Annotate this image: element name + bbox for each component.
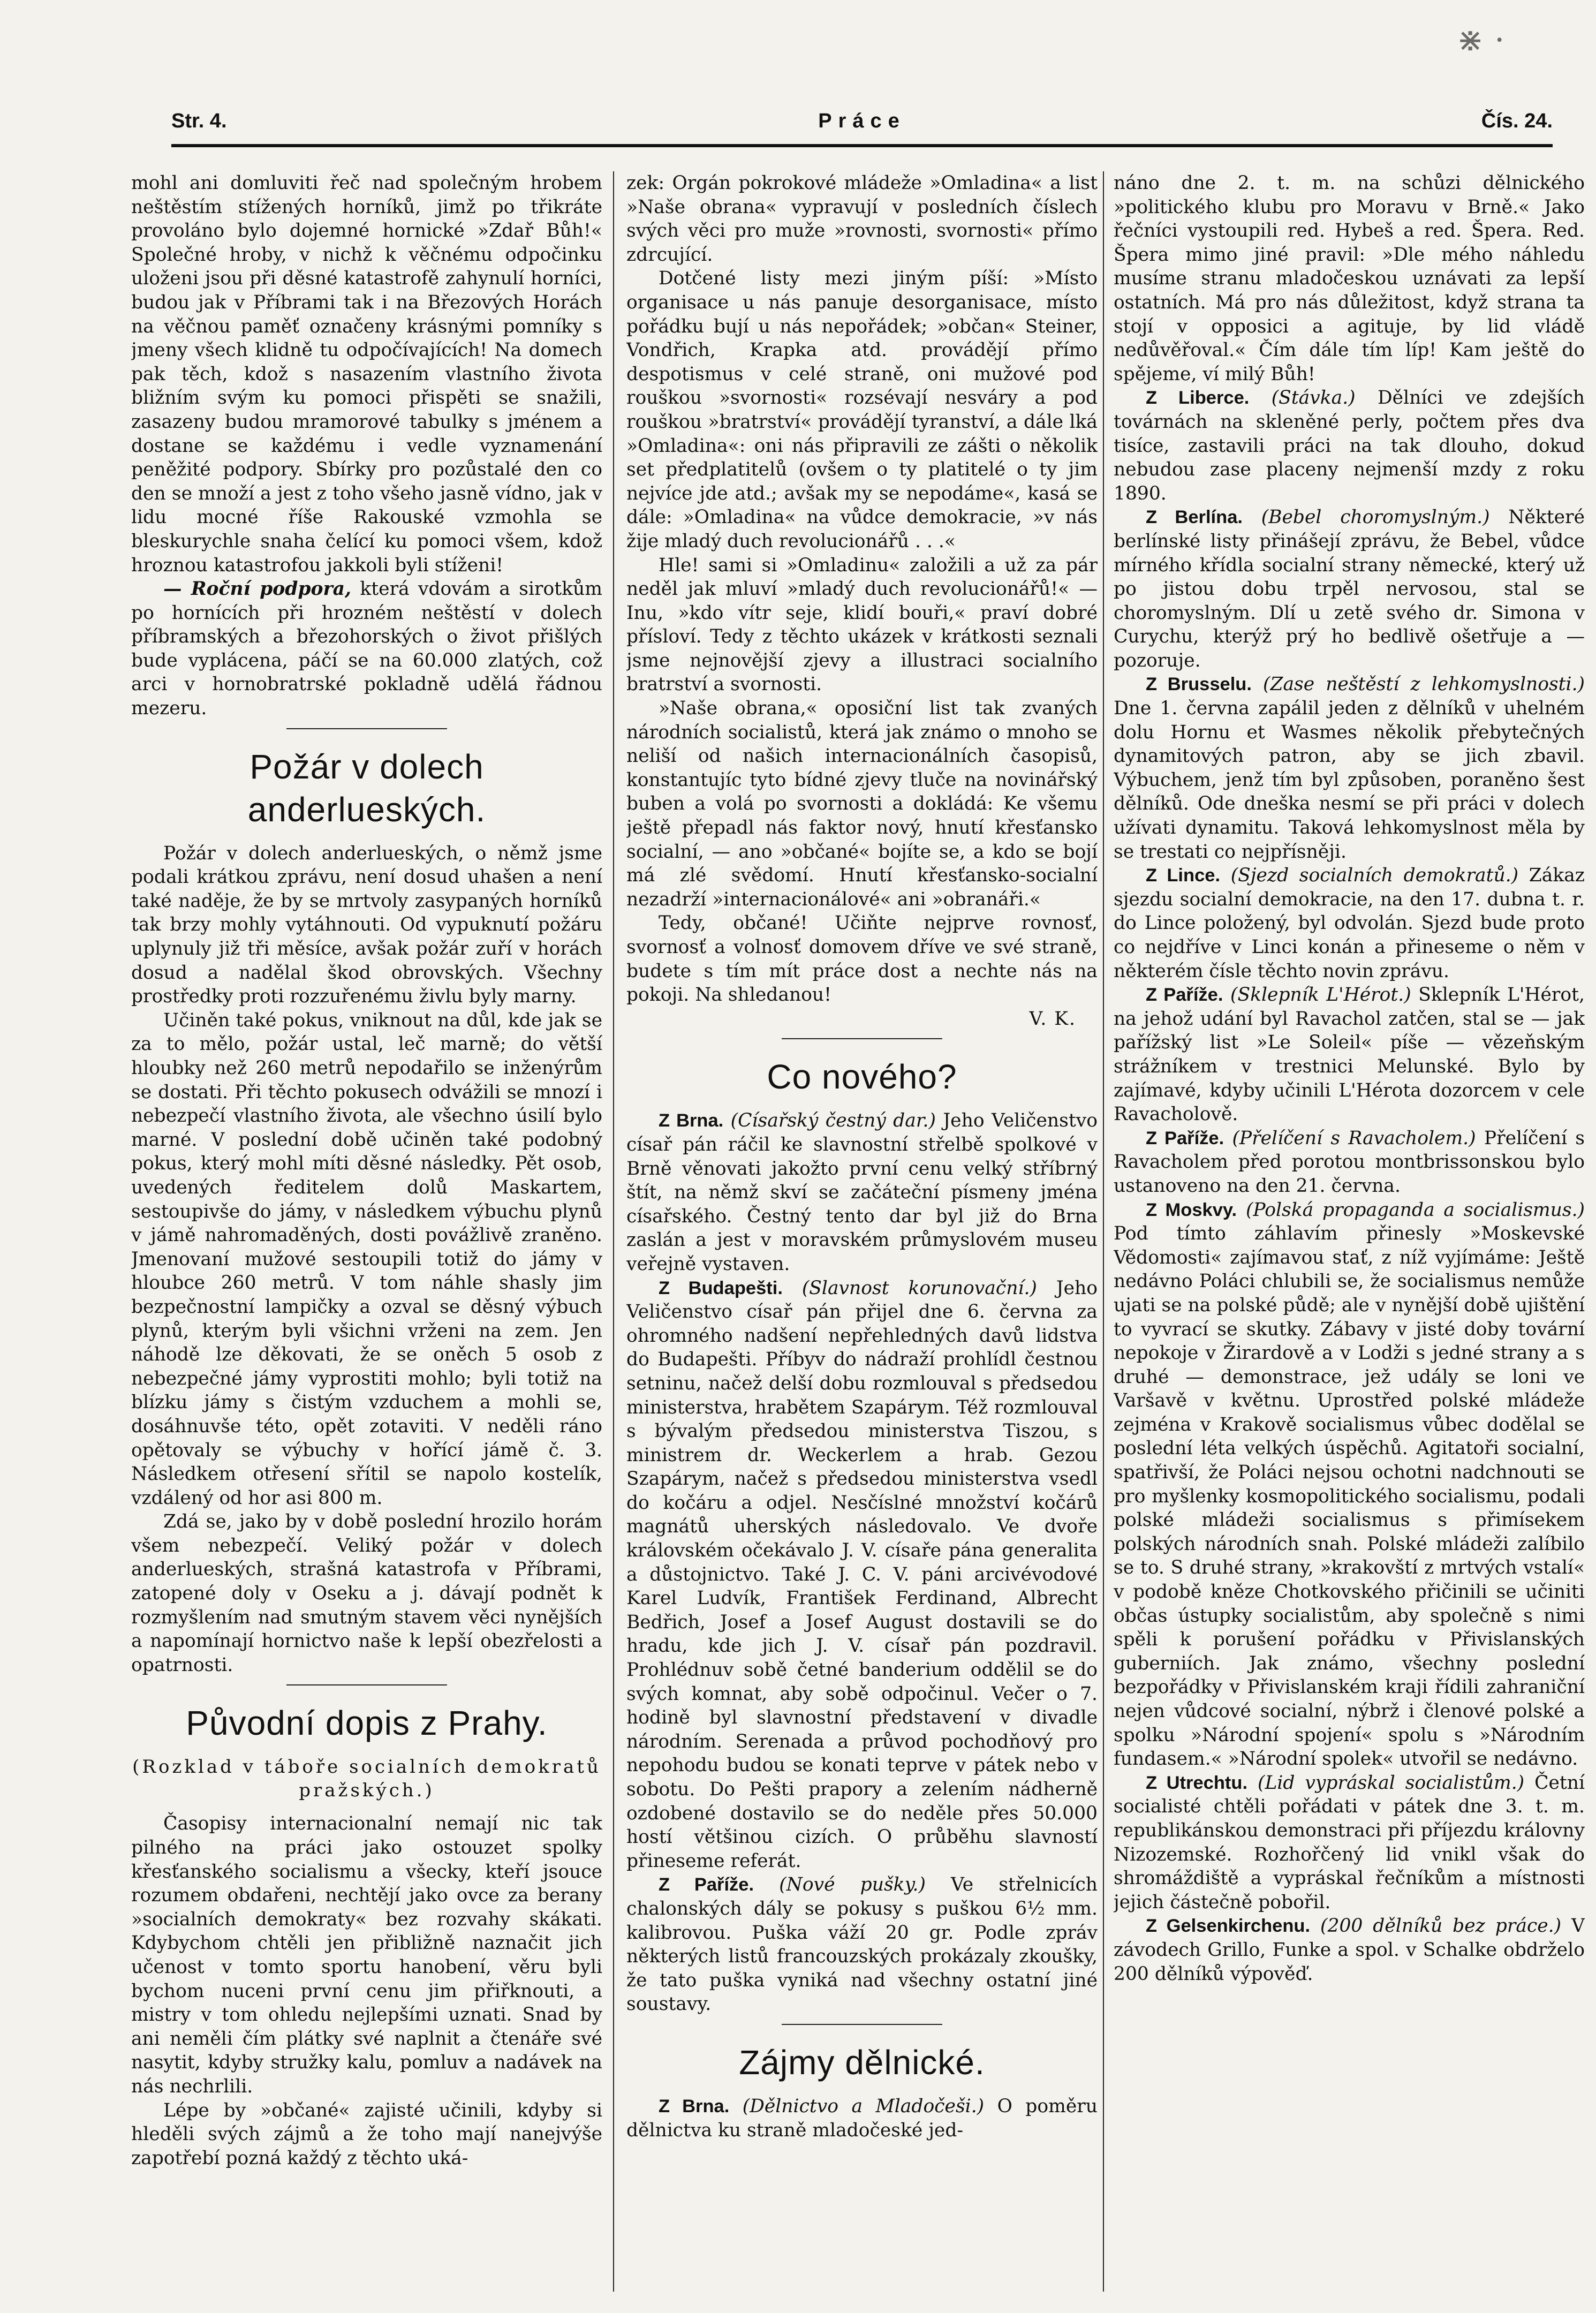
news-body: Dělníci ve zdejších továrnách na skleněné perly, počtem přes dva tisíce, zastavili práci na tak dlouho, dokud nebudou zase placeny nejmenší mzdy z roku 1890. [1114, 387, 1585, 504]
newspaper-title: Práce [818, 110, 906, 132]
news-body: Ve střelnicích chalonských dály se pokusy s puškou 6½ mm. kalibrovou. Puška váží 20 gr. Podle zpráv některých listů francouzských prokázaly zkoušky, že tato puška vyniká nad všechny ostatní jiné soustavy. [626, 1874, 1098, 2015]
news-place: Z Berlína. [1146, 507, 1243, 528]
paragraph-body: která vdovám a sirotkům po hornících při hrozném neštěstí v dolech příbramských a březohorských o život přišlých bude vyplácena, páčí se na 60.000 zlatých, což arci v hornobratrské pokladně udělá řádnou mezeru. [131, 578, 602, 720]
paragraph: zek: Orgán pokrokové mládeže »Omladina« a list »Naše obrana« vypravují v posledních číslech svých věci pro muže »rovnosti, svornosti« přímo zdrcující. [626, 172, 1098, 266]
page-header [171, 110, 1553, 147]
news-place: Z Brna. [659, 2096, 730, 2117]
news-place: Z Lince. [1146, 865, 1221, 886]
news-title: (Přelíčení s Ravacholem.) [1232, 1127, 1476, 1149]
news-body: Jeho Veličenstvo císař pán ráčil ke slavnostní střelbě spolkové v Brně věnovati jakožto první cenu velký stříbrný štít, na němž skví se začáteční písmeny jména císařského. Čestný tento dar byl již do Brna zaslán a jest v moravském průmyslovém museu veřejně vystaven. [626, 1110, 1098, 1275]
news-body: Přelíčení s Ravacholem před porotou montbrissonskou bylo ustanoveno na den 21. června. [1114, 1127, 1585, 1197]
column-divider [1103, 171, 1104, 2292]
ink-smudge: ⋇ ⋅ [1457, 21, 1505, 59]
section-headline: Zájmy dělnické. [739, 2043, 985, 2082]
section-rule [782, 2024, 942, 2025]
column-1 [131, 171, 602, 2292]
paragraph [131, 577, 602, 721]
news-place: Z Brna. [659, 1110, 724, 1131]
paragraph: Zdá se, jako by v době poslední hrozilo horám všem nebezpečí. Veliký požár v dolech anderlueských, strašná katastrofa v Příbrami, zatopené doly v Oseku a j. dávají podnět k rozmyšlením nad smutným stavem věci nynějších a napomínají hornictvo naše k lepší obezřelosti a opatrnosti. [131, 1511, 602, 1676]
news-place: Z Paříže. [1146, 1128, 1224, 1148]
section-rule [286, 1684, 447, 1685]
news-body: Sklepník L'Hérot, na jehož udání byl Ravachol zatčen, stal se — jak pařížský list »Le Soleil« píše — vězeňským strážníkem v trestnici Melunské. Bylo by zajímavé, kdyby učinili L'Hérota dozorcem v cele Ravacholově. [1114, 984, 1585, 1125]
section-headline: Co nového? [767, 1057, 957, 1097]
news-title: (Stávka.) [1271, 387, 1356, 409]
news-body: Pod tímto záhlavím přinesly »Moskevské Vědomosti« zajímavou stať, z níž vyjímáme: Ještě nedávno Poláci chlubili se, že socialismus nemůže ujati se na polské půdě; ale v nynější době ujištění to vyvrací se skutky. Zábavy v jisté doby tovární nepokoje v Žirardově a v Lodži s jedné strany a s druhé — demonstrace, jež udály se loni ve Varšavě v květnu. Uprostřed polské mládeže zejména v Krakově socialismus vůbec dodělal se poslední léta velkých úspěchů. Agitatoři socialní, spatřivší, že Poláci nejsou ochotni nadchnouti se pro myšlenky kosmopolitického socialismu, podali polské mládeži socialismus s přimísekem polských národních snah. Polské mládeži zalíbilo se to. S druhé strany, »krakovští z mrtvých vstalí« v podobě kněze Chotkovského přičinili se učiniti občas ústupky socialistům, aby společně s nimi spěli k porušení pořádku v Přivislanských guberniích. Jak známo, všechny poslední bezpořádky v Přivislanském kraji řídili zahraniční nejen vůdcové socialní, nýbrž i členové polské a spolku »Národní spojení« spolu s »Národním fundasem.« »Národní spolek« utvořil se nedávno. [1114, 1223, 1585, 1770]
news-item [1114, 386, 1585, 505]
news-item [1114, 505, 1585, 672]
paragraph: Lépe by »občané« zajisté učinili, kdyby si hleděli svých zájmů a že toho mají nanejvýše zapotřebí pozná každý z těchto uká- [131, 2099, 602, 2169]
news-place: Z Paříže. [1146, 985, 1223, 1006]
paragraph: mohl ani domluviti řeč nad společným hrobem neštěstím stížených horníků, jimž po třikráte provoláno bylo dojemné hornické »Zdař Bůh!« Společné hroby, v nichž k věčnému odpočinku uloženi jsou při děsné katastrofě zahynulí horníci, budou jak v Příbrami tak i na Březových Horách na věčnou paměť označeny krásnými pomníky s jmeny všech klidně tu odpočívajících! Na domech pak těch, kdož s nasazením vlastního života bližním svým ku pomoci přispěti se snažili, zasazeny budou mramorové tabulky s jménem a dostane se každému i vedle vyznamenání peněžité podpory. Sbírky pro pozůstalé den co den se množí a jest z toho všeho jasně vídno, jak v lidu mocné říše Rakouské vzmohla se bleskurychle snaha čelící ku pomoci všem, kdož hroznou katastrofou jakkoli byli stíženi! [131, 172, 602, 576]
news-item [626, 1276, 1098, 1873]
paragraph: Časopisy internacionalní nemají nic tak pilného na práci jako ostouzet spolky křesťanského socialismu a všecky, kteří jsouce rozumem obdařeni, nechtějí jako ovce za berany »socialních demokraty« bez rozvahy skákati. Kdybychom chtěli jen přibližně naznačit jich učenost v tomto sportu hanobení, věru byli bychom nuceni první cenu jim přiřknouti, a mistry v tom ohledu nejlepšími uznati. Snad by ani neměli čím plátky své naplnit a čtenáře své nasytit, kdyby stružky kalu, pomluv a nadávek na nás nechrlili. [131, 1813, 602, 2097]
news-place: Z Paříže. [659, 1874, 754, 1895]
news-title: (Lid vypráskal socialistům.) [1258, 1772, 1525, 1794]
news-body: O poměru dělnictva ku straně mladočeské jed- [626, 2095, 1098, 2141]
news-body: Četní socialisté chtěli pořádati v pátek dne 3. t. m. republikánskou demonstraci při příjezdu královny Nizozemské. Rozhořčený lid vnikl však do shromáždiště a vypráskal řečníkům a místnosti jejich částečně pobořil. [1114, 1772, 1585, 1913]
news-title: (Sklepník L'Hérot.) [1230, 984, 1411, 1006]
paragraph-lead: — Roční podpora, [163, 578, 352, 600]
news-body: Zákaz sjezdu socialní demokracie, na den 17. dubna t. r. do Lince položený, byl odvolán. Sjezd bude proto co nejdříve v Linci konán a přineseme o něm v některém čísle těchto novin zprávu. [1114, 865, 1585, 982]
news-title: (200 dělníků bez práce.) [1320, 1915, 1562, 1937]
news-item [1114, 672, 1585, 864]
paragraph: Učiněn také pokus, vniknout na důl, kde jak se za to mělo, požár ustal, leč marně; do větší hloubky než 260 metrů nepodařilo se inženýrům se dostati. Při těchto pokusech odvážili se mnozí i nebezpečí vlastního života, ale všechno úsilí bylo marné. V poslední době učiněn také podobný pokus, který mohl míti děsné následky. Pět osob, uvedených ředitelem dolů Maskartem, sestoupivše do jámy, v následkem výbuchu plynů v jámě nahromaděných, dosti povážlivě zraněno. Jmenovaní mužové sestoupili totiž do jámy v hloubce 260 metrů. V tom náhle shasly jim bezpečnostní lampičky a ozval se děsný výbuch plynů, kterým byli všichni vrženi na zem. Jen náhodě lze děkovati, že se oněch 5 osob z nebezpečné jámy vyprostiti mohlo; byli totiž na blízku jámy s čistým vzduchem a mohli se, dosáhnuvše této, opět zotaviti. V neděli ráno opětovaly se výbuchy v hořící jámě č. 3. Následkem otřesení sřítil se napolo kostelík, vzdálený od hor asi 800 m. [131, 1009, 602, 1509]
news-place: Z Gelsenkirchenu. [1146, 1916, 1311, 1937]
news-title: (Dělnictvo a Mladočeši.) [742, 2095, 985, 2117]
news-body: Dne 1. června zapálil jeden z dělníků v uhelném dolu Hornu et Wasmes několik přebytečných dynamitových patron, aby se jich zbavil. Výbuchem, jenž tím byl způsoben, poraněno šest dělníků. Ode dneška nesmí se při práci v dolech užívati dynamitu. Taková lehkomyslnost měla by se trestati co nejpřísněji. [1114, 698, 1585, 863]
column-2 [626, 171, 1098, 2292]
paragraph: Požár v dolech anderlueských, o němž jsme podali krátkou zprávu, není dosud uhašen a není také naděje, že by se mrtvoly zasypaných horníků tak brzy mohly vytáhnouti. Od vypuknutí požáru uplynuly již tři měsíce, avšak požár zuří v horách dosud a nadělal škod obrovských. Všechny prostředky proti rozzuřenému živlu byly marny. [131, 842, 602, 1008]
news-item [1114, 983, 1585, 1127]
news-title: (Nové pušky.) [779, 1874, 926, 1896]
article-signature: V. K. [1029, 1008, 1076, 1030]
section-rule [782, 1038, 942, 1039]
paragraph: Tedy, občané! Učiňte nejprve rovnosť, svornosť a volnosť domovem dříve ve své straně, budete s tím mít práce dost a nechte nás na pokoji. Na shledanou! [626, 912, 1098, 1006]
paragraph: náno dne 2. t. m. na schůzi dělnického »politického klubu pro Moravu v Brně.« Jako řečníci vystoupili red. Hybeš a red. Špera. Red. Špera mimo jiné pravil: »Dle mého náhledu musíme stranu mladočeskou uznávati za lepší ostatních. Má pro nás důležitost, když strana ta stojí v opposici a agituje, by lid vládě nedůvěřoval.« Čím dále tím líp! Kam ještě do spějeme, ví milý Bůh! [1114, 172, 1585, 385]
news-place: Z Brusselu. [1146, 674, 1252, 695]
news-title: (Slavnost korunovační.) [801, 1277, 1037, 1299]
page-number: Str. 4. [171, 110, 227, 132]
news-item [1114, 864, 1585, 983]
news-item [626, 1109, 1098, 1276]
column-3 [1114, 171, 1585, 2292]
news-item [626, 2095, 1098, 2142]
article-headline: Původní dopis z Prahy. [186, 1704, 548, 1743]
news-place: Z Moskvy. [1146, 1199, 1237, 1220]
news-item [1114, 1127, 1585, 1198]
news-title: (Bebel choromyslným.) [1261, 507, 1490, 528]
news-place: Z Liberce. [1146, 388, 1250, 409]
paragraph: Dotčené listy mezi jiným píší: »Místo organisace u nás panuje desorganisace, místo pořádku bují u nás nepořádek; »občan« Steiner, Vondřich, Krapka atd. provádějí přímo despotismus v celé straně, oni mužové pod rouškou »svornosti« rozsévají nesváry a pod rouškou »bratrství« provádějí tyranství, a dále lká »Omladina«: oni nás připravili ze zášti o několik set předplatitelů (ovšem o ty platitelé o ty jim nejvíce jde atd.; avšak my se nepodáme«, kasá se dále: »Omladina« na vůdce demokracie, »v nás žije mladý duch revolucionářů . . .« [626, 268, 1098, 552]
column-divider [613, 171, 614, 2292]
news-body: Jeho Veličenstvo císař pán přijel dne 6. června za ohromného nadšení nepřehledných davů lidstva do Budapešti. Příbyv do nádraží prohlídl čestnou setninu, načež delší dobu rozmlouval s předsedou ministerstva, hrabětem Szapárym. Též rozmlouval s bývalým předsedou ministerstva Tiszou, s ministrem dr. Weckerlem a hrab. Gezou Szapárym, načež s předsedou ministerstva vsedl do kočáru a odjel. Nesčíslné množství kočárů magnátů uherských následovalo. Ve dvoře královském očekávalo J. V. císaře pána generalita a důstojnictvo. Také J. C. V. páni arcivévodové Karel Ludvík, František Ferdinand, Albrecht Bedřich, Josef a Josef August dostavili se do hradu, kde jich J. V. císař pán pozdravil. Prohlédnuv sobě četné banderium oddělil se do svých komnat, aby sobě odpočinul. Večer o 7. hodině byl slavnostní představení v divadle národním. Serenada a průvod pochodňový pro nepohodu budou se konati teprve v pátek nebo v sobotu. Do Pešti prapory a zelením nádherně ozdobené dostavilo se do neděle přes 50.000 hostí většinou cizích. O průběhu slavností přineseme referát. [626, 1277, 1098, 1872]
article-subheadline: (Rozklad v táboře socialních demokratů pražských.) [132, 1756, 601, 1802]
paragraph: Hle! sami si »Omladinu« založili a už za pár neděl jak mluví »mladý duch revolucionářů!« — Inu, »kdo vítr seje, klidí bouři,« praví dobré přísloví. Tedy z těchto ukázek v krátkosti seznali jsme nejnovější zjevy a illustraci socialního bratrství a svornosti. [626, 554, 1098, 696]
issue-number: Čís. 24. [1481, 110, 1553, 132]
news-place: Z Budapešti. [659, 1278, 783, 1298]
news-title: (Zase neštěstí z lehkomyslnosti.) [1263, 674, 1585, 696]
section-rule [286, 728, 447, 729]
news-item [626, 1873, 1098, 2016]
news-item [1114, 1198, 1585, 1771]
news-body: V závodech Grillo, Funke a spol. v Schalke obdrželo 200 dělníků výpověď. [1114, 1915, 1585, 1985]
news-title: (Sjezd socialních demokratů.) [1230, 865, 1519, 887]
news-body: Některé berlínské listy přinášejí zprávu, že Bebel, vůdce mírného křídla socialní strany německé, který už po jistou dobu trpěl nervosou, stal se choromyslným. Dlí u zetě svého dr. Simona v Curychu, kterýž prý ho bedlivě ošetřuje a — pozoruje. [1114, 507, 1585, 671]
paragraph: »Naše obrana,« oposiční list tak zvaných národních socialistů, která jak známo o mnoho se neliší od našich internacionálních časopisů, konstantujíc tyto bídné zjevy tluče na novinářský buben a volá po svornosti a dokládá: Ke všemu ještě přepadl nás faktor nový, hnutí křesťansko socialní, — ano »občané« bojíte se, a kdo se bojí má zlé svědomí. Hnutí křesťansko-socialní nezadrží »internacionálové« ani »obranáři.« [626, 698, 1098, 910]
news-item [1114, 1914, 1585, 1986]
news-title: (Císařský čestný dar.) [730, 1110, 936, 1132]
news-title: (Polská propaganda a socialismus.) [1245, 1199, 1585, 1221]
article-headline: Požár v dolech anderlueských. [247, 747, 486, 829]
news-item [1114, 1771, 1585, 1915]
news-place: Z Utrechtu. [1146, 1772, 1248, 1793]
